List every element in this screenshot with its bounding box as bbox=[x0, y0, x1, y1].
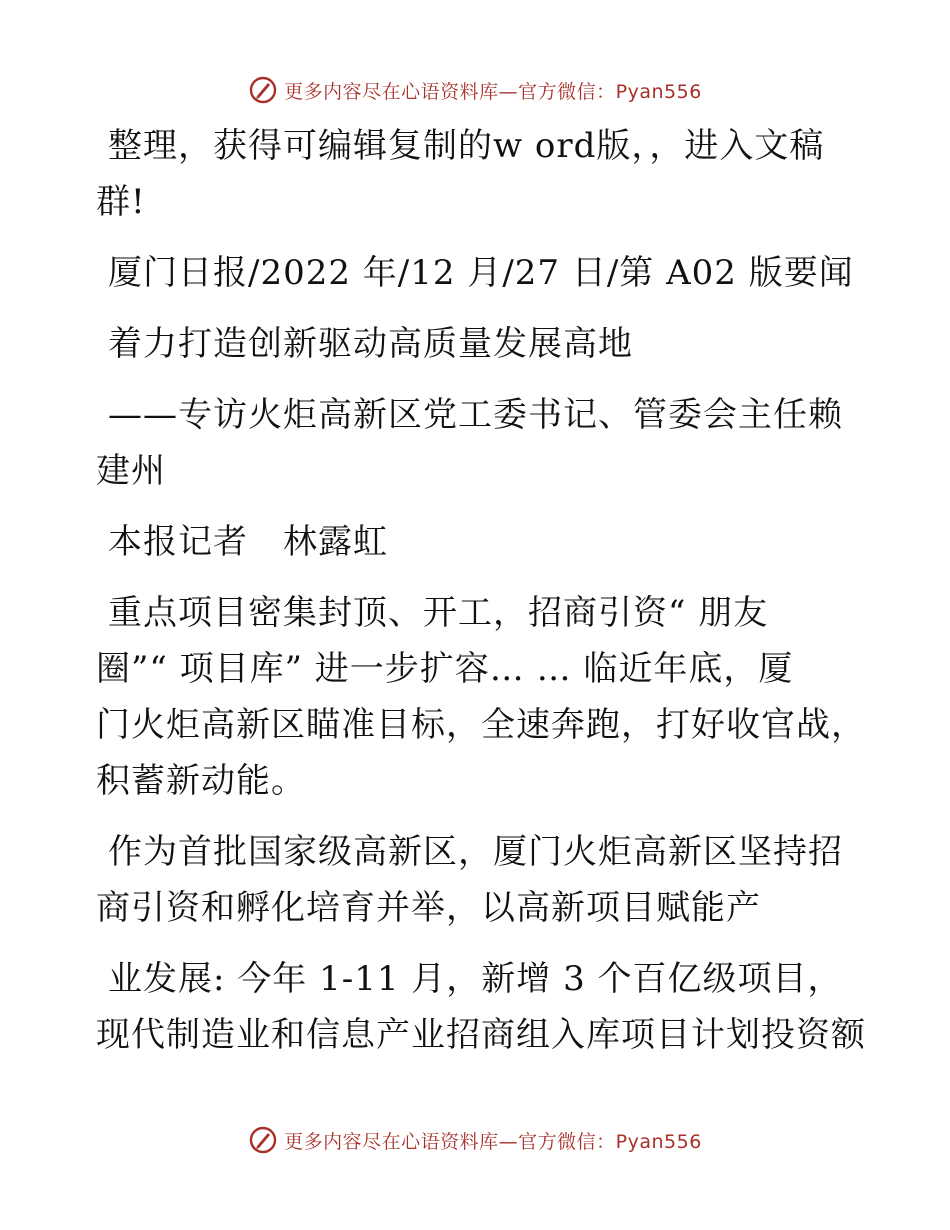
paragraph-intro bbox=[96, 118, 856, 230]
footer-banner bbox=[0, 1120, 950, 1160]
article-byline bbox=[96, 514, 856, 570]
text-line: ——专访火炬高新区党工委书记、管委会主任赖 bbox=[108, 395, 843, 435]
paragraph-lead bbox=[96, 585, 866, 809]
quill-seal-icon bbox=[248, 75, 278, 105]
text-line: 积蓄新动能。 bbox=[96, 761, 306, 801]
text-line: 商引资和孵化培育并举，以高新项目赋能产 bbox=[96, 888, 761, 928]
paragraph-body-1 bbox=[96, 824, 856, 936]
text-line: 建州 bbox=[96, 451, 166, 491]
wechat-id: Pyan556 bbox=[615, 1130, 702, 1153]
text-line: 本报记者 林露虹 bbox=[108, 522, 388, 562]
text-line: 门火炬高新区瞄准目标，全速奔跑，打好收官战， bbox=[96, 705, 866, 745]
text-line: 现代制造业和信息产业招商组入库项目计划投资额 bbox=[96, 1015, 866, 1055]
text-line: 重点项目密集封顶、开工，招商引资“ 朋友 bbox=[108, 593, 769, 633]
header-banner bbox=[0, 70, 950, 110]
paragraph-body-2 bbox=[96, 951, 866, 1063]
banner-text: 更多内容尽在心语资料库—官方微信：Pyan556 bbox=[284, 80, 702, 103]
text-line: 圈”“ 项目库” 进一步扩容… … 临近年底，厦 bbox=[96, 649, 794, 689]
article-headline bbox=[96, 316, 856, 372]
text-line: 作为首批国家级高新区，厦门火炬高新区坚持招 bbox=[108, 832, 843, 872]
wechat-id: Pyan556 bbox=[615, 80, 702, 103]
document-body bbox=[96, 118, 866, 1078]
text-line: 业发展: 今年 1-11 月，新增 3 个百亿级项目， bbox=[108, 959, 843, 999]
text-line: 厦门日报/2022 年/12 月/27 日/第 A02 版要闻 bbox=[108, 253, 854, 293]
text-line: 着力打造创新驱动高质量发展高地 bbox=[108, 324, 633, 364]
text-line: 整理，获得可编辑复制的w ord版，，进入文稿 bbox=[108, 126, 825, 166]
text-line: 群! bbox=[96, 182, 146, 222]
banner-text: 更多内容尽在心语资料库—官方微信：Pyan556 bbox=[284, 1130, 702, 1153]
paragraph-source bbox=[96, 245, 856, 301]
article-subheadline bbox=[96, 387, 856, 499]
quill-seal-icon bbox=[248, 1125, 278, 1155]
